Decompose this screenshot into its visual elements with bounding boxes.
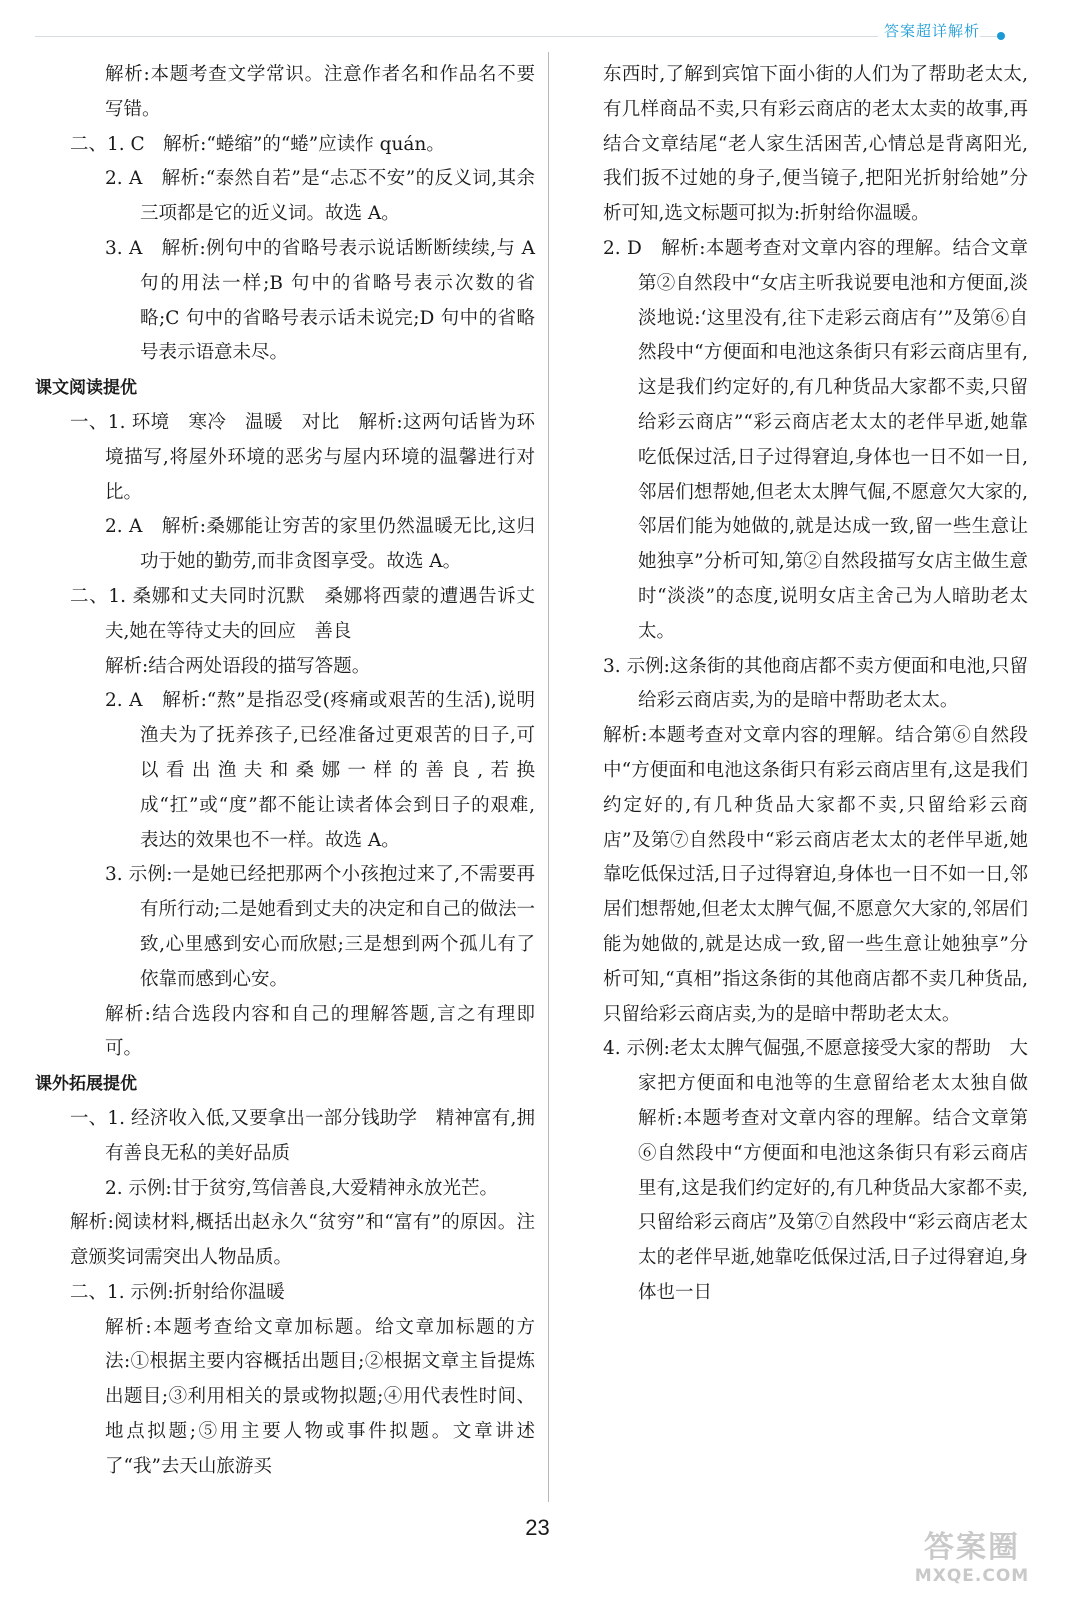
- column-divider: [548, 52, 549, 1502]
- answer-paragraph: 解析:本题考查对文章内容的理解。结合第⑥自然段中“方便面和电池这条街只有彩云商店里有,这是我们约定好的,有几种货品大家都不卖,只留给彩云商店”及第⑦自然段中“彩云商店老太太的老伴早逝,她靠吃低保过活,日子过得窘迫,身体也一日不如一日,邻居们想帮她,但老太太脾气倔,不愿意欠大家的,邻居们能为她做的,就是达成一致,留一些生意让她独享”分析可知,“真相”指这条街的其他商店都不卖几种货品,只留给彩云商店卖,为的是暗中帮助老太太。: [603, 725, 1028, 1025]
- answer-paragraph: 2. A 解析:“泰然自若”是“忐忑不安”的反义词,其余三项都是它的近义词。故选 A。: [105, 168, 535, 225]
- answer-paragraph: 解析:本题考查给文章加标题。给文章加标题的方法:①根据主要内容概括出题目;②根据文章主旨提炼出题目;③利用相关的景或物拟题;④用代表性时间、地点拟题;⑤用主要人物或事件拟题。文章讲述了“我”去天山旅游买: [105, 1316, 535, 1477]
- watermark: [897, 1522, 1047, 1586]
- section-heading: 课文阅读提优: [35, 378, 137, 399]
- answer-paragraph: 3. 示例:一是她已经把那两个小孩抱过来了,不需要再有所行动;二是她看到丈夫的决定和自己的做法一致,心里感到安心而欣慰;三是想到两个孤儿有了依靠而感到心安。: [105, 864, 535, 990]
- answer-paragraph: 4. 示例:老太太脾气倔强,不愿意接受大家的帮助 大家把方便面和电池等的生意留给老太太独自做 解析:本题考查对文章内容的理解。结合文章第⑥自然段中“方便面和电池这条街只有彩云商店里有,这是我们约定好的,有几种货品大家都不卖,只留给彩云商店”及第⑦自然段中“彩云商店老太太的老伴早逝,她靠吃低保过活,日子过得窘迫,身体也一日: [603, 1038, 1047, 1303]
- answer-paragraph: 2. 示例:甘于贫穷,笃信善良,大爱精神永放光芒。: [105, 1177, 499, 1199]
- answer-paragraph: 一、1. 经济收入低,又要拿出一部分钱助学 精神富有,拥有善良无私的美好品质: [70, 1107, 535, 1164]
- watermark-logo: 答案圈: [924, 1530, 1020, 1565]
- answer-paragraph: 解析:阅读材料,概括出赵永久“贫穷”和“富有”的原因。注意颁奖词需突出人物品质。: [70, 1212, 535, 1269]
- answer-paragraph: 3. 示例:这条街的其他商店都不卖方便面和电池,只留给彩云商店卖,为的是暗中帮助老太太。: [603, 655, 1028, 712]
- answer-paragraph: 解析:结合选段内容和自己的理解答题,言之有理即可。: [105, 1003, 535, 1060]
- section-heading: 课外拓展提优: [35, 1074, 137, 1095]
- header-title: 答案超详解析: [878, 20, 980, 41]
- answer-paragraph: 解析:结合两处语段的描写答题。: [105, 655, 371, 677]
- page-header: [0, 8, 1075, 48]
- right-column: [568, 58, 1047, 1311]
- answer-paragraph: 2. A 解析:桑娜能让穷苦的家里仍然温暖无比,这归功于她的勤劳,而非贪图享受。故选 A。: [105, 516, 535, 573]
- header-dot-icon: [997, 32, 1005, 40]
- left-column: [35, 58, 535, 1485]
- header-rule: [35, 36, 1000, 37]
- watermark-url: MXQE.COM: [914, 1566, 1030, 1586]
- answer-paragraph: 2. A 解析:“熬”是指忍受(疼痛或艰苦的生活),说明渔夫为了抚养孩子,已经准备过更艰苦的日子,可以看出渔夫和桑娜一样的善良,若换成“扛”或“度”都不能让读者体会到日子的艰难,表达的效果也不一样。故选 A。: [105, 690, 535, 851]
- answer-paragraph: 二、1. 桑娜和丈夫同时沉默 桑娜将西蒙的遭遇告诉丈夫,她在等待丈夫的回应 善良: [70, 585, 535, 642]
- answer-paragraph: 一、1. 环境 寒冷 温暖 对比 解析:这两句话皆为环境描写,将屋外环境的恶劣与屋内环境的温馨进行对比。: [70, 411, 535, 503]
- answer-paragraph: 二、1. C 解析:“蜷缩”的“蜷”应读作 quán。: [70, 133, 445, 155]
- answer-paragraph: 东西时,了解到宾馆下面小街的人们为了帮助老太太,有几样商品不卖,只有彩云商店的老太太卖的故事,再结合文章结尾“老人家生活困苦,心情总是背离阳光,我们扳不过她的身子,便当镜子,把阳光折射给她”分析可知,选文标题可拟为:折射给你温暖。: [603, 64, 1028, 225]
- answer-paragraph: 2. D 解析:本题考查对文章内容的理解。结合文章第②自然段中“女店主听我说要电池和方便面,淡淡地说:‘这里没有,往下走彩云商店有’”及第⑥自然段中“方便面和电池这条街只有彩云商店里有,这是我们约定好的,有几种货品大家都不卖,只留给彩云商店”“彩云商店老太太的老伴早逝,她靠吃低保过活,日子过得窘迫,身体也一日不如一日,邻居们想帮她,但老太太脾气倔,不愿意欠大家的,邻居们能为她做的,就是达成一致,留一些生意让她独享”分析可知,第②自然段描写女店主做生意时“淡淡”的态度,说明女店主舍己为人暗助老太太。: [603, 237, 1028, 642]
- answer-paragraph: 二、1. 示例:折射给你温暖: [70, 1281, 285, 1303]
- answer-paragraph: 3. A 解析:例句中的省略号表示说话断断续续,与 A 句的用法一样;B 句中的省略号表示次数的省略;C 句中的省略号表示话未说完;D 句中的省略号表示语意未尽。: [105, 237, 535, 364]
- page-number: 23: [525, 1515, 550, 1540]
- answer-paragraph: 解析:本题考查文学常识。注意作者名和作品名不要写错。: [105, 64, 535, 120]
